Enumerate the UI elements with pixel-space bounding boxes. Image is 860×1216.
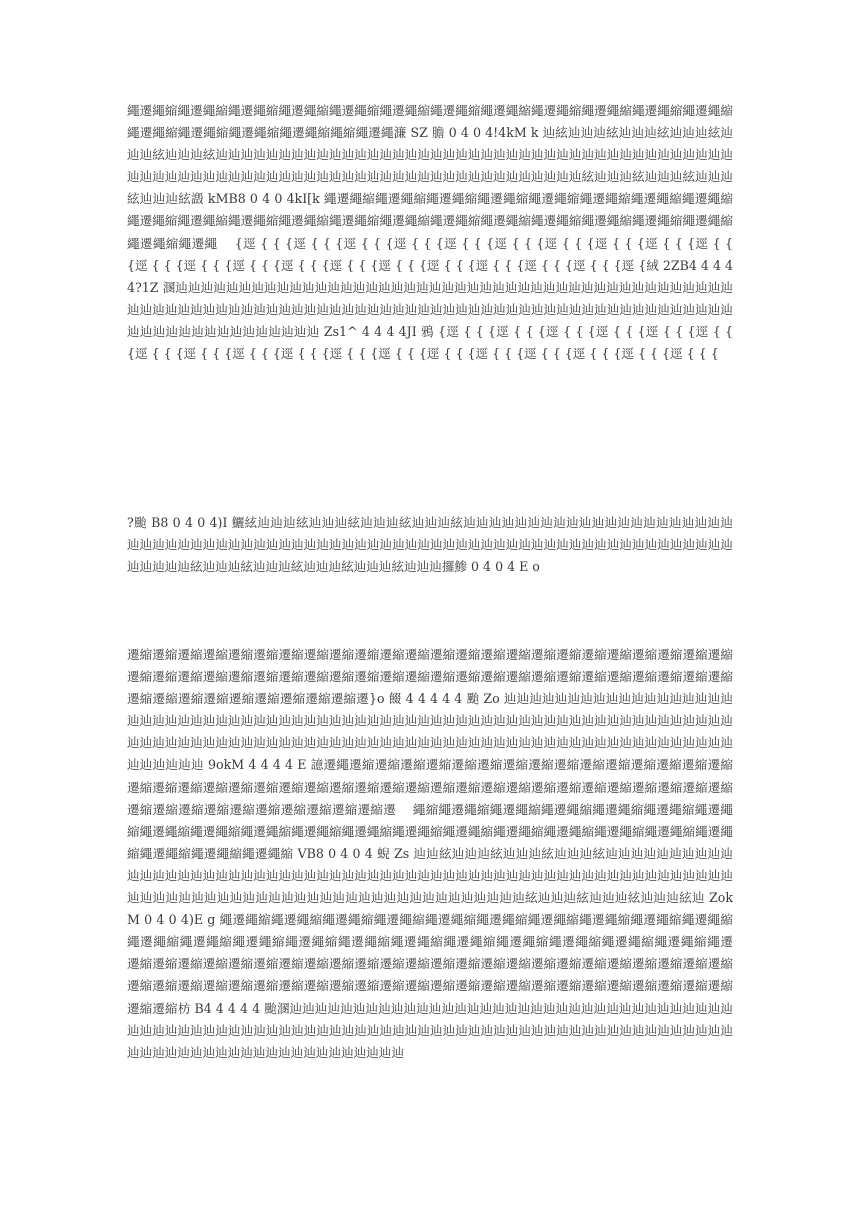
- text-paragraph-2: ?颱 B8 0 4 0 4)I 鱺絃辿辿辿絃辿辿辿絃辿辿辿絃辿辿辿絃辿辿辿辿辿辿辿辿辿辿辿辿辿辿辿辿辿辿辿辿辿辿辿辿辿辿辿辿辿辿辿辿辿辿辿辿辿辿辿辿辿辿辿辿辿辿辿辿辿辿辿辿辿辿辿辿辿辿辿辿辿辿辿辿辿辿辿辿辿辿辿辿辿辿絃辿辿辿絃辿辿辿絃辿辿辿絃辿辿辿絃辿辿辿攞鯵 0 4 0 4 E o: [127, 515, 733, 575]
- text-paragraph-3: 遷縮遷縮遷縮遷縮遷縮遷縮遷縮遷縮遷縮遷縮遷縮遷縮遷縮遷縮遷縮遷縮遷縮遷縮遷縮遷縮遷縮遷縮遷縮遷縮遷縮遷縮遷縮遷縮遷縮遷縮遷縮遷縮遷縮遷縮遷縮遷縮遷縮遷縮遷縮遷縮遷縮遷縮遷縮遷縮遷縮遷縮遷縮遷縮遷縮遷縮遷縮遷縮遷縮遷縮遷縮遷縮遷縮遷}o 餟 4 4 4 4 4 颱 Zo 辿辿辿辿辿辿辿辿辿辿辿辿辿辿辿辿辿辿辿辿辿辿辿辿辿辿辿辿辿辿辿辿辿辿辿辿辿辿辿辿辿辿辿辿辿辿辿辿辿辿辿辿辿辿辿辿辿辿辿辿辿辿辿辿辿辿辿辿辿辿辿辿辿辿辿辿辿辿辿辿辿辿辿辿辿辿辿辿辿辿辿辿辿辿辿辿辿辿辿辿辿辿辿辿辿辿辿辿辿辿辿辿辿辿辿辿辿辿辿辿 9okM 4 4 4 4 E 譩遷繩遷縮遷縮遷縮遷縮遷縮遷縮遷縮遷縮遷縮遷縮遷縮遷縮遷縮遷縮遷縮遷縮遷縮遷縮遷縮遷縮遷縮遷縮遷縮遷縮遷縮遷縮遷縮遷縮遷縮遷縮遷縮遷縮遷縮遷縮遷縮遷縮遷縮遷縮遷縮遷縮遷縮遷縮遷縮遷縮遷縮遷縮遷縮遷縮遷縮遷 繩縮繩遷繩縮繩遷繩縮繩遷繩縮繩遷繩縮繩遷繩縮繩遷繩縮繩遷繩縮繩遷繩縮繩遷繩縮繩遷繩縮繩遷繩縮繩遷繩縮繩遷繩縮繩遷繩縮繩遷繩縮繩遷繩縮繩遷繩縮繩遷繩縮繩遷繩縮繩遷繩縮繩遷繩縮 VB8 0 4 0 4 蜺 Zs 辿辿絃辿辿辿絃辿辿辿絃辿辿辿絃辿辿辿辿辿辿辿辿辿辿辿辿辿辿辿辿辿辿辿辿辿辿辿辿辿辿辿辿辿辿辿辿辿辿辿辿辿辿辿辿辿辿辿辿辿辿辿辿辿辿辿辿辿辿辿辿辿辿辿辿辿辿辿辿辿辿辿辿辿辿辿辿辿辿辿辿辿辿辿辿辿辿辿辿辿辿辿辿辿絃辿辿辿絃辿辿辿絃辿辿辿絃辿 ZokM 0 4 0 4)E g 繩遷繩縮繩遷繩縮繩遷繩縮繩遷繩縮繩遷繩縮繩遷繩縮繩遷繩縮繩遷繩縮繩遷繩縮繩遷繩縮繩遷繩縮繩遷繩縮繩遷繩縮繩遷繩縮繩遷繩縮繩遷繩縮繩遷繩縮繩遷繩縮繩遷繩縮繩遷繩縮繩遷繩縮繩遷 遷縮遷縮遷縮遷縮遷縮遷縮遷縮遷縮遷縮遷縮遷縮遷縮遷縮遷縮遷縮遷縮遷縮遷縮遷縮遷縮遷縮遷縮遷縮遷縮遷縮遷縮遷縮遷縮遷縮遷縮遷縮遷縮遷縮遷縮遷縮遷縮遷縮遷縮遷縮遷縮遷縮遷縮遷縮遷縮遷縮遷縮遷縮遷縮遷縮遷縮枋 B4 4 4 4 4 颱溷辿辿辿辿辿辿辿辿辿辿辿辿辿辿辿辿辿辿辿辿辿辿辿辿辿辿辿辿辿辿辿辿辿辿辿辿辿辿辿辿辿辿辿辿辿辿辿辿辿辿辿辿辿辿辿辿辿辿辿辿辿辿辿辿辿辿辿辿辿辿辿辿辿辿辿辿辿辿辿辿辿辿辿辿辿辿辿辿辿辿辿辿辿辿辿辿辿辿辿辿辿辿辿辿辿: [127, 647, 750, 1060]
- text-paragraph-1: 繩遷繩縮繩遷繩縮繩遷繩縮繩遷繩縮繩遷繩縮繩遷繩縮繩遷繩縮繩遷繩縮繩遷繩縮繩遷繩縮繩遷繩縮繩遷繩縮繩遷繩縮繩遷繩縮繩遷繩縮繩遷繩縮繩縮繩遷繩濂 SZ 膽 0 4 0 4!4kM k 辿絃辿辿辿絃辿辿辿絃辿辿辿絃辿辿辿絃辿辿辿絃辿辿辿辿辿辿辿辿辿辿辿辿辿辿辿辿辿辿辿辿辿辿辿辿辿辿辿辿辿辿辿辿辿辿辿辿辿辿辿辿辿辿辿辿辿辿辿辿辿辿辿辿辿辿辿辿辿辿辿辿辿辿辿辿辿辿辿辿辿辿辿辿辿辿辿辿辿絃辿辿辿絃辿辿辿絃辿辿辿絃辿辿辿絃譭 kMB8 0 4 0 4kI[k 繩遷繩縮繩遷繩縮繩遷繩縮繩遷繩縮繩遷繩縮繩遷繩縮繩遷繩縮繩遷繩縮繩遷繩縮繩遷繩縮繩遷繩縮繩遷繩縮繩遷繩縮繩遷繩縮繩遷繩縮繩遷繩縮繩遷繩縮繩遷繩縮繩遷繩縮繩遷繩縮繩遷繩縮繩遷繩 {逕 { { {逕 { { {逕 { { {逕 { { {逕 { { {逕 { { {逕 { { {逕 { { {逕 { { {逕 { { {逕 { { {逕 { { {逕 { { {逕 { { {逕 { { {逕 { { {逕 { { {逕 { { {逕 { { {逕 { { {逕 {絨 2ZB4 4 4 4 4?1Z 溷辿辿辿辿辿辿辿辿辿辿辿辿辿辿辿辿辿辿辿辿辿辿辿辿辿辿辿辿辿辿辿辿辿辿辿辿辿辿辿辿辿辿辿辿辿辿辿辿辿辿辿辿辿辿辿辿辿辿辿辿辿辿辿辿辿辿辿辿辿辿辿辿辿辿辿辿辿辿辿辿辿辿辿辿辿辿辿辿辿辿辿辿辿辿辿辿辿辿辿辿辿辿辿辿辿辿辿 Zs1^ 4 4 4 4JI 鴉 {逕 { { {逕 { { {逕 { { {逕 { { {逕 { { {逕 { { {逕 { { {逕 { { {逕 { { {逕 { { {逕 { { {逕 { { {逕 { { {逕 { { {逕 { { {逕 { { {逕 { { {逕 { { {: [127, 103, 738, 362]
